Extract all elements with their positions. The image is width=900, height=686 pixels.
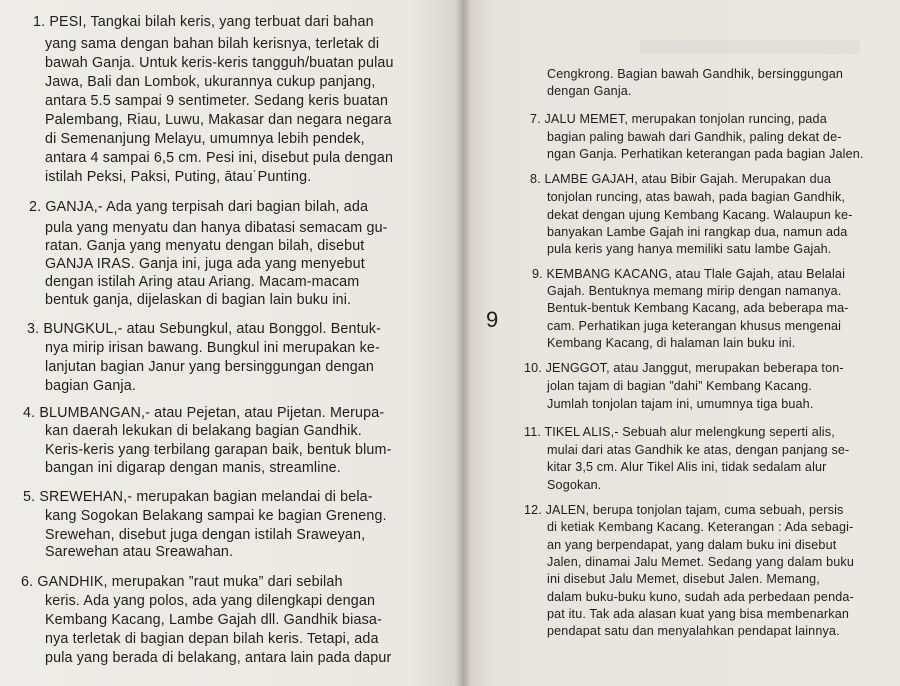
text-line: pula yang berada di belakang, antara lain pada dapur bbox=[45, 650, 392, 666]
text-line: 6. GANDHIK, merupakan ”raut muka” dari sebilah bbox=[21, 574, 343, 590]
text-line: an yang berpendapat, yang dalam buku ini disebut bbox=[547, 538, 837, 552]
book-gutter bbox=[455, 0, 471, 686]
text-line: Gajah. Bentuknya memang mirip dengan namanya. bbox=[547, 284, 842, 298]
text-line: GANJA IRAS. Ganja ini, juga ada yang menyebut bbox=[45, 256, 365, 272]
text-line: pendapat satu dan menyalahkan pendapat lainnya. bbox=[547, 624, 840, 638]
text-line: Srewehan, disebut juga dengan istilah Sraweyan, bbox=[45, 527, 366, 543]
text-line: 4. BLUMBANGAN,- atau Pejetan, atau Pijetan. Merupa- bbox=[23, 405, 385, 421]
text-line: Keris-keris yang terbilang garapan baik, bentuk blum- bbox=[45, 442, 392, 458]
text-line: Sogokan. bbox=[547, 478, 602, 492]
text-line: Jalen, dinamai Jalu Memet. Sedang yang dalam buku bbox=[547, 555, 854, 569]
text-line: 12. JALEN, berupa tonjolan tajam, cuma sebuah, persis bbox=[524, 503, 844, 517]
text-line: 7. JALU MEMET, merupakan tonjolan runcing, pada bbox=[530, 112, 827, 126]
page-number: 9 bbox=[486, 307, 499, 332]
text-line: 1. PESI, Tangkai bilah keris, yang terbuat dari bahan bbox=[33, 14, 374, 30]
text-line: 3. BUNGKUL,- atau Sebungkul, atau Bonggol. Bentuk- bbox=[27, 321, 382, 337]
text-line: 5. SREWEHAN,- merupakan bagian melandai di bela- bbox=[23, 489, 373, 505]
text-line: 10. JENGGOT, atau Janggut, merupakan beberapa ton- bbox=[524, 361, 844, 375]
text-line: kitar 3,5 cm. Alur Tikel Alis ini, tidak sedalam alur bbox=[547, 460, 827, 474]
text-line: bawah Ganja. Untuk keris-keris tangguh/buatan pulau bbox=[45, 55, 394, 71]
text-line: istilah Peksi, Paksi, Puting, ātau˙Punting. bbox=[45, 169, 312, 185]
right-page bbox=[463, 0, 900, 686]
text-line: banyakan Lambe Gajah ini rangkap dua, namun ada bbox=[547, 225, 848, 239]
text-line: cam. Perhatikan juga keterangan khusus mengenai bbox=[547, 319, 842, 333]
text-line: di ketiak Kembang Kacang. Keterangan : Ada sebagi- bbox=[547, 520, 854, 534]
text-line: jolan tajam di bagian ”dahi” Kembang Kacang. bbox=[547, 379, 812, 393]
text-line: lanjutan bagian Janur yang bersinggungan dengan bbox=[45, 359, 374, 375]
text-line: kang Sogokan Belakang sampai ke bagian Greneng. bbox=[45, 508, 387, 524]
text-line: yang sama dengan bahan bilah kerisnya, terletak di bbox=[45, 36, 380, 52]
bleed-through-mark bbox=[640, 40, 860, 54]
text-line: pula yang menyatu dan hanya dibatasi semacam gu- bbox=[45, 220, 388, 236]
text-line: dekat dengan ujung Kembang Kacang. Walaupun ke- bbox=[547, 208, 853, 222]
text-line: pula keris yang hanya memiliki satu lambe Gajah. bbox=[547, 242, 832, 256]
text-line: Bentuk-bentuk Kembang Kacang, ada beberapa ma- bbox=[547, 301, 849, 315]
text-line: keris. Ada yang polos, ada yang dilengkapi dengan bbox=[45, 593, 376, 609]
text-line: antara 4 sampai 6,5 cm. Pesi ini, disebut pula dengan bbox=[45, 150, 394, 166]
text-line: nya terletak di bagian depan bilah keris. Tetapi, ada bbox=[45, 631, 379, 647]
text-line: 11. TIKEL ALIS,- Sebuah alur melengkung seperti alis, bbox=[524, 425, 835, 439]
text-line: Sarewehan atau Sreawahan. bbox=[45, 544, 234, 560]
text-line: mulai dari atas Gandhik ke atas, dengan panjang se- bbox=[547, 443, 850, 457]
text-line: bentuk ganja, dijelaskan di bagian lain buku ini. bbox=[45, 292, 352, 308]
text-line: nya mirip irisan bawang. Bungkul ini merupakan ke- bbox=[45, 340, 380, 356]
text-line: 9. KEMBANG KACANG, atau Tlale Gajah, atau Belalai bbox=[532, 267, 846, 281]
text-line: di Semenanjung Melayu, umumnya lebih pendek, bbox=[45, 131, 365, 147]
text-line: ratan. Ganja yang menyatu dengan bilah, disebut bbox=[45, 238, 365, 254]
text-line: dengan Ganja. bbox=[547, 84, 632, 98]
text-line: bagian Ganja. bbox=[45, 378, 136, 394]
text-line: 2. GANJA,- Ada yang terpisah dari bagian bilah, ada bbox=[29, 199, 369, 215]
text-line: tonjolan runcing, atas bawah, pada bagian Gandhik, bbox=[547, 190, 846, 204]
text-line: pat itu. Tak ada alasan kuat yang bisa membenarkan bbox=[547, 607, 850, 621]
text-line: ini disebut Jalu Memet, disebut Jalen. Memang, bbox=[547, 572, 820, 586]
text-line: antara 5.5 sampai 9 sentimeter. Sedang keris buatan bbox=[45, 93, 389, 109]
text-line: bangan ini digarap dengan manis, streamline. bbox=[45, 460, 341, 476]
text-line: Cengkrong. Bagian bawah Gandhik, bersinggungan bbox=[547, 67, 844, 81]
text-line: dalam buku-buku kuno, sudah ada perbedaan penda- bbox=[547, 590, 854, 604]
text-line: Palembang, Riau, Luwu, Makasar dan negara negara bbox=[45, 112, 392, 128]
text-line: dengan istilah Aring atau Ariang. Macam-macam bbox=[45, 274, 360, 290]
text-line: 8. LAMBE GAJAH, atau Bibir Gajah. Merupakan dua bbox=[530, 172, 832, 186]
text-line: bagian paling bawah dari Gandhik, paling dekat de- bbox=[547, 130, 842, 144]
text-line: Kembang Kacang, di halaman lain buku ini. bbox=[547, 336, 796, 350]
text-line: Kembang Kacang, Lambe Gajah dll. Gandhik biasa- bbox=[45, 612, 382, 628]
text-line: Jawa, Bali dan Lombok, ukurannya cukup panjang, bbox=[45, 74, 376, 90]
text-line: kan daerah lekukan di belakang bagian Gandhik. bbox=[45, 423, 362, 439]
text-line: ngan Ganja. Perhatikan keterangan pada bagian Jalen. bbox=[547, 147, 864, 161]
text-line: Jumlah tonjolan tajam ini, umumnya tiga buah. bbox=[547, 397, 814, 411]
